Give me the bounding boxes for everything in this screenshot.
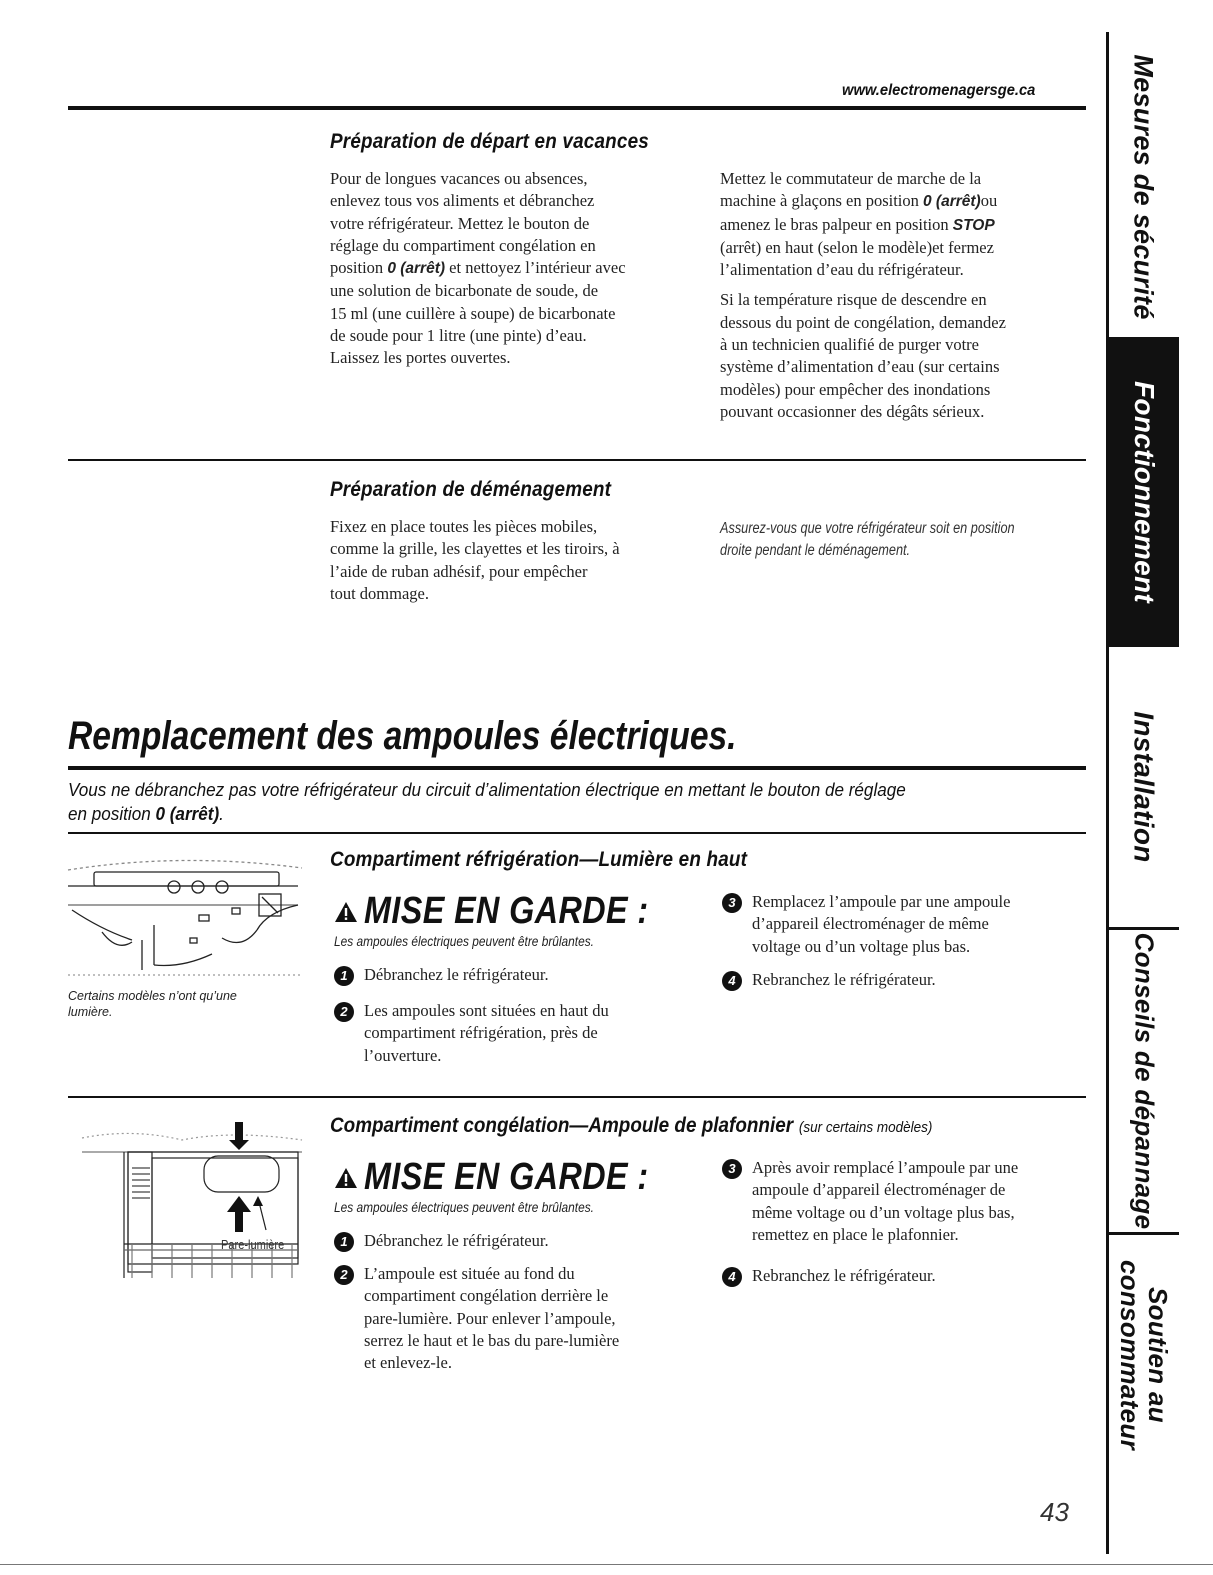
ampoules-intro (68, 778, 906, 826)
text-line: système d’alimentation d’eau (sur certains (720, 357, 1000, 377)
step-1 (334, 1230, 549, 1252)
text-line: de soude pour 1 litre (une pinte) d’eau. (330, 326, 587, 346)
step-1 (334, 964, 549, 986)
step-2 (334, 1263, 619, 1374)
text-line: une solution de bicarbonate de soude, de (330, 281, 599, 301)
divider (68, 832, 1086, 834)
text-line: l’aide de ruban adhésif, pour empêcher (330, 561, 588, 581)
caution-subtitle: Les ampoules électriques peuvent être brûlantes. (334, 933, 594, 949)
title-rule (68, 766, 1086, 770)
step-4 (722, 969, 936, 991)
divider (68, 459, 1086, 461)
step-number-badge: 2 (334, 1265, 354, 1285)
header-rule (68, 106, 1086, 110)
section-title-refrigeration: Compartiment réfrigération—Lumière en haut (330, 848, 748, 871)
step-2 (334, 1000, 609, 1067)
text-line: dessous du point de congélation, demandez (720, 312, 1006, 332)
text-line: ampoule d’appareil électroménager de (752, 1180, 1006, 1200)
text-line: remettez en place le plafonnier. (752, 1224, 959, 1244)
text-line: L’ampoule est située au fond du (364, 1264, 575, 1283)
text-line: Rebranchez le réfrigérateur. (752, 1266, 936, 1285)
pare-lumiere-label: Pare-lumière (221, 1237, 285, 1252)
text-line: comme la grille, les clayettes et les tiroirs, à (330, 539, 620, 559)
vacances-left-text (330, 168, 700, 370)
text-line: pare-lumière. Pour enlever l’ampoule, (364, 1308, 616, 1328)
text-line: compartiment réfrigération, près de (364, 1023, 598, 1043)
section-title-note: (sur certains modèles) (798, 1119, 933, 1136)
step-4 (722, 1265, 936, 1287)
tab-label: Soutien au consommateur (1115, 1260, 1174, 1450)
text-line: Débranchez le réfrigérateur. (364, 1231, 549, 1250)
tab-fonctionnement[interactable] (1109, 340, 1179, 644)
caution-title: MISE EN GARDE : (364, 1156, 649, 1198)
text-line: 15 ml (une cuillère à soupe) de bicarbonate (330, 303, 616, 323)
text-line: même voltage ou d’un voltage plus bas, (752, 1202, 1015, 1222)
caution-block-1 (334, 890, 699, 949)
text-line: Pour de longues vacances ou absences, (330, 169, 588, 188)
footer-rule (0, 1564, 1213, 1565)
text-line: Rebranchez le réfrigérateur. (752, 970, 936, 989)
text-line: droite pendant le déménagement. (720, 542, 911, 559)
text-line: Après avoir remplacé l’ampoule par une (752, 1158, 1019, 1177)
demenagement-left-text (330, 516, 700, 605)
tab-label: Installation (1129, 711, 1160, 863)
step-3 (722, 891, 1010, 958)
tab-label: Fonctionnement (1129, 381, 1160, 603)
step-number-badge: 3 (722, 1159, 742, 1179)
page-number: 43 (1040, 1497, 1069, 1527)
text-line: tout dommage. (330, 583, 429, 603)
tab-conseils-de-depannage[interactable] (1109, 930, 1179, 1232)
section-title-text: Compartiment congélation—Ampoule de plafonnier (330, 1114, 794, 1137)
refrigeration-caption (68, 988, 237, 1020)
text-line: Débranchez le réfrigérateur. (364, 965, 549, 984)
text-line: votre réfrigérateur. Mettez le bouton de (330, 213, 590, 233)
divider (68, 1096, 1086, 1098)
text-line: Fixez en place toutes les pièces mobiles, (330, 517, 598, 536)
text-line: amenez le bras palpeur en position STOP (720, 214, 995, 234)
text-line: machine à glaçons en position 0 (arrêt)ou (720, 191, 998, 211)
step-3 (722, 1157, 1018, 1246)
step-number-badge: 4 (722, 971, 742, 991)
caution-title: MISE EN GARDE : (364, 890, 649, 932)
section-title-freezer (330, 1114, 932, 1138)
text-line: Si la température risque de descendre en (720, 290, 987, 310)
freezer-light-illustration (72, 1118, 308, 1286)
text-line: lumière. (68, 1005, 113, 1019)
tab-soutien-au-consommateur[interactable] (1109, 1235, 1179, 1475)
tab-label: Mesures de sécurité (1129, 54, 1160, 320)
demenagement-right-note (720, 518, 1015, 562)
text-line: modèles) pour empêcher des inondations (720, 379, 991, 399)
step-number-badge: 2 (334, 1002, 354, 1022)
text-line: serrez le haut et le bas du pare-lumière (364, 1330, 620, 1350)
warning-triangle-icon (334, 1167, 358, 1189)
text-line: Laissez les portes ouvertes. (330, 348, 511, 368)
text-line: voltage ou d’un voltage plus bas. (752, 936, 971, 956)
vacances-right-text (720, 168, 1090, 423)
refrigerator-light-illustration (62, 850, 312, 980)
text-line: Assurez-vous que votre réfrigérateur soit en position (720, 520, 1015, 537)
tab-installation[interactable] (1109, 647, 1179, 927)
text-line: réglage du compartiment congélation en (330, 235, 596, 255)
text-line: Remplacez l’ampoule par une ampoule (752, 892, 1011, 911)
step-number-badge: 1 (334, 966, 354, 986)
step-number-badge: 4 (722, 1267, 742, 1287)
page-title: Remplacement des ampoules électriques. (68, 714, 737, 758)
text-line: Les ampoules sont situées en haut du (364, 1001, 609, 1020)
text-line: et enlevez-le. (364, 1353, 452, 1373)
text-line: (arrêt) en haut (selon le modèle)et fermez (720, 237, 994, 257)
step-number-badge: 1 (334, 1232, 354, 1252)
section-title-demenagement: Préparation de déménagement (330, 478, 612, 501)
section-title-vacances: Préparation de départ en vacances (330, 130, 649, 153)
text-line: en position 0 (arrêt). (68, 804, 224, 824)
text-line: position 0 (arrêt) et nettoyez l’intérieur avec (330, 258, 626, 278)
text-line: Mettez le commutateur de marche de la (720, 169, 982, 188)
text-line: d’appareil électroménager de même (752, 914, 989, 934)
text-line: à un technicien qualifié de purger votre (720, 335, 980, 355)
tab-label: Conseils de dépannage (1129, 932, 1159, 1230)
caution-block-2 (334, 1156, 699, 1215)
text-line: Vous ne débranchez pas votre réfrigérateur du circuit d’alimentation électrique en mettant le bouton de réglage (68, 780, 906, 800)
text-line: enlevez tous vos aliments et débranchez (330, 191, 595, 211)
warning-triangle-icon (334, 901, 358, 923)
text-line: Certains modèles n’ont qu’une (68, 989, 237, 1003)
text-line: l’ouverture. (364, 1045, 442, 1065)
tab-mesures-de-securite[interactable] (1109, 36, 1179, 338)
step-number-badge: 3 (722, 893, 742, 913)
header-url: www.electromenagersge.ca (842, 82, 1036, 99)
text-line: pouvant occasionner des dégâts sérieux. (720, 401, 985, 421)
text-line: l’alimentation d’eau du réfrigérateur. (720, 260, 964, 280)
text-line: compartiment congélation derrière le (364, 1286, 609, 1306)
caution-subtitle: Les ampoules électriques peuvent être brûlantes. (334, 1199, 594, 1215)
